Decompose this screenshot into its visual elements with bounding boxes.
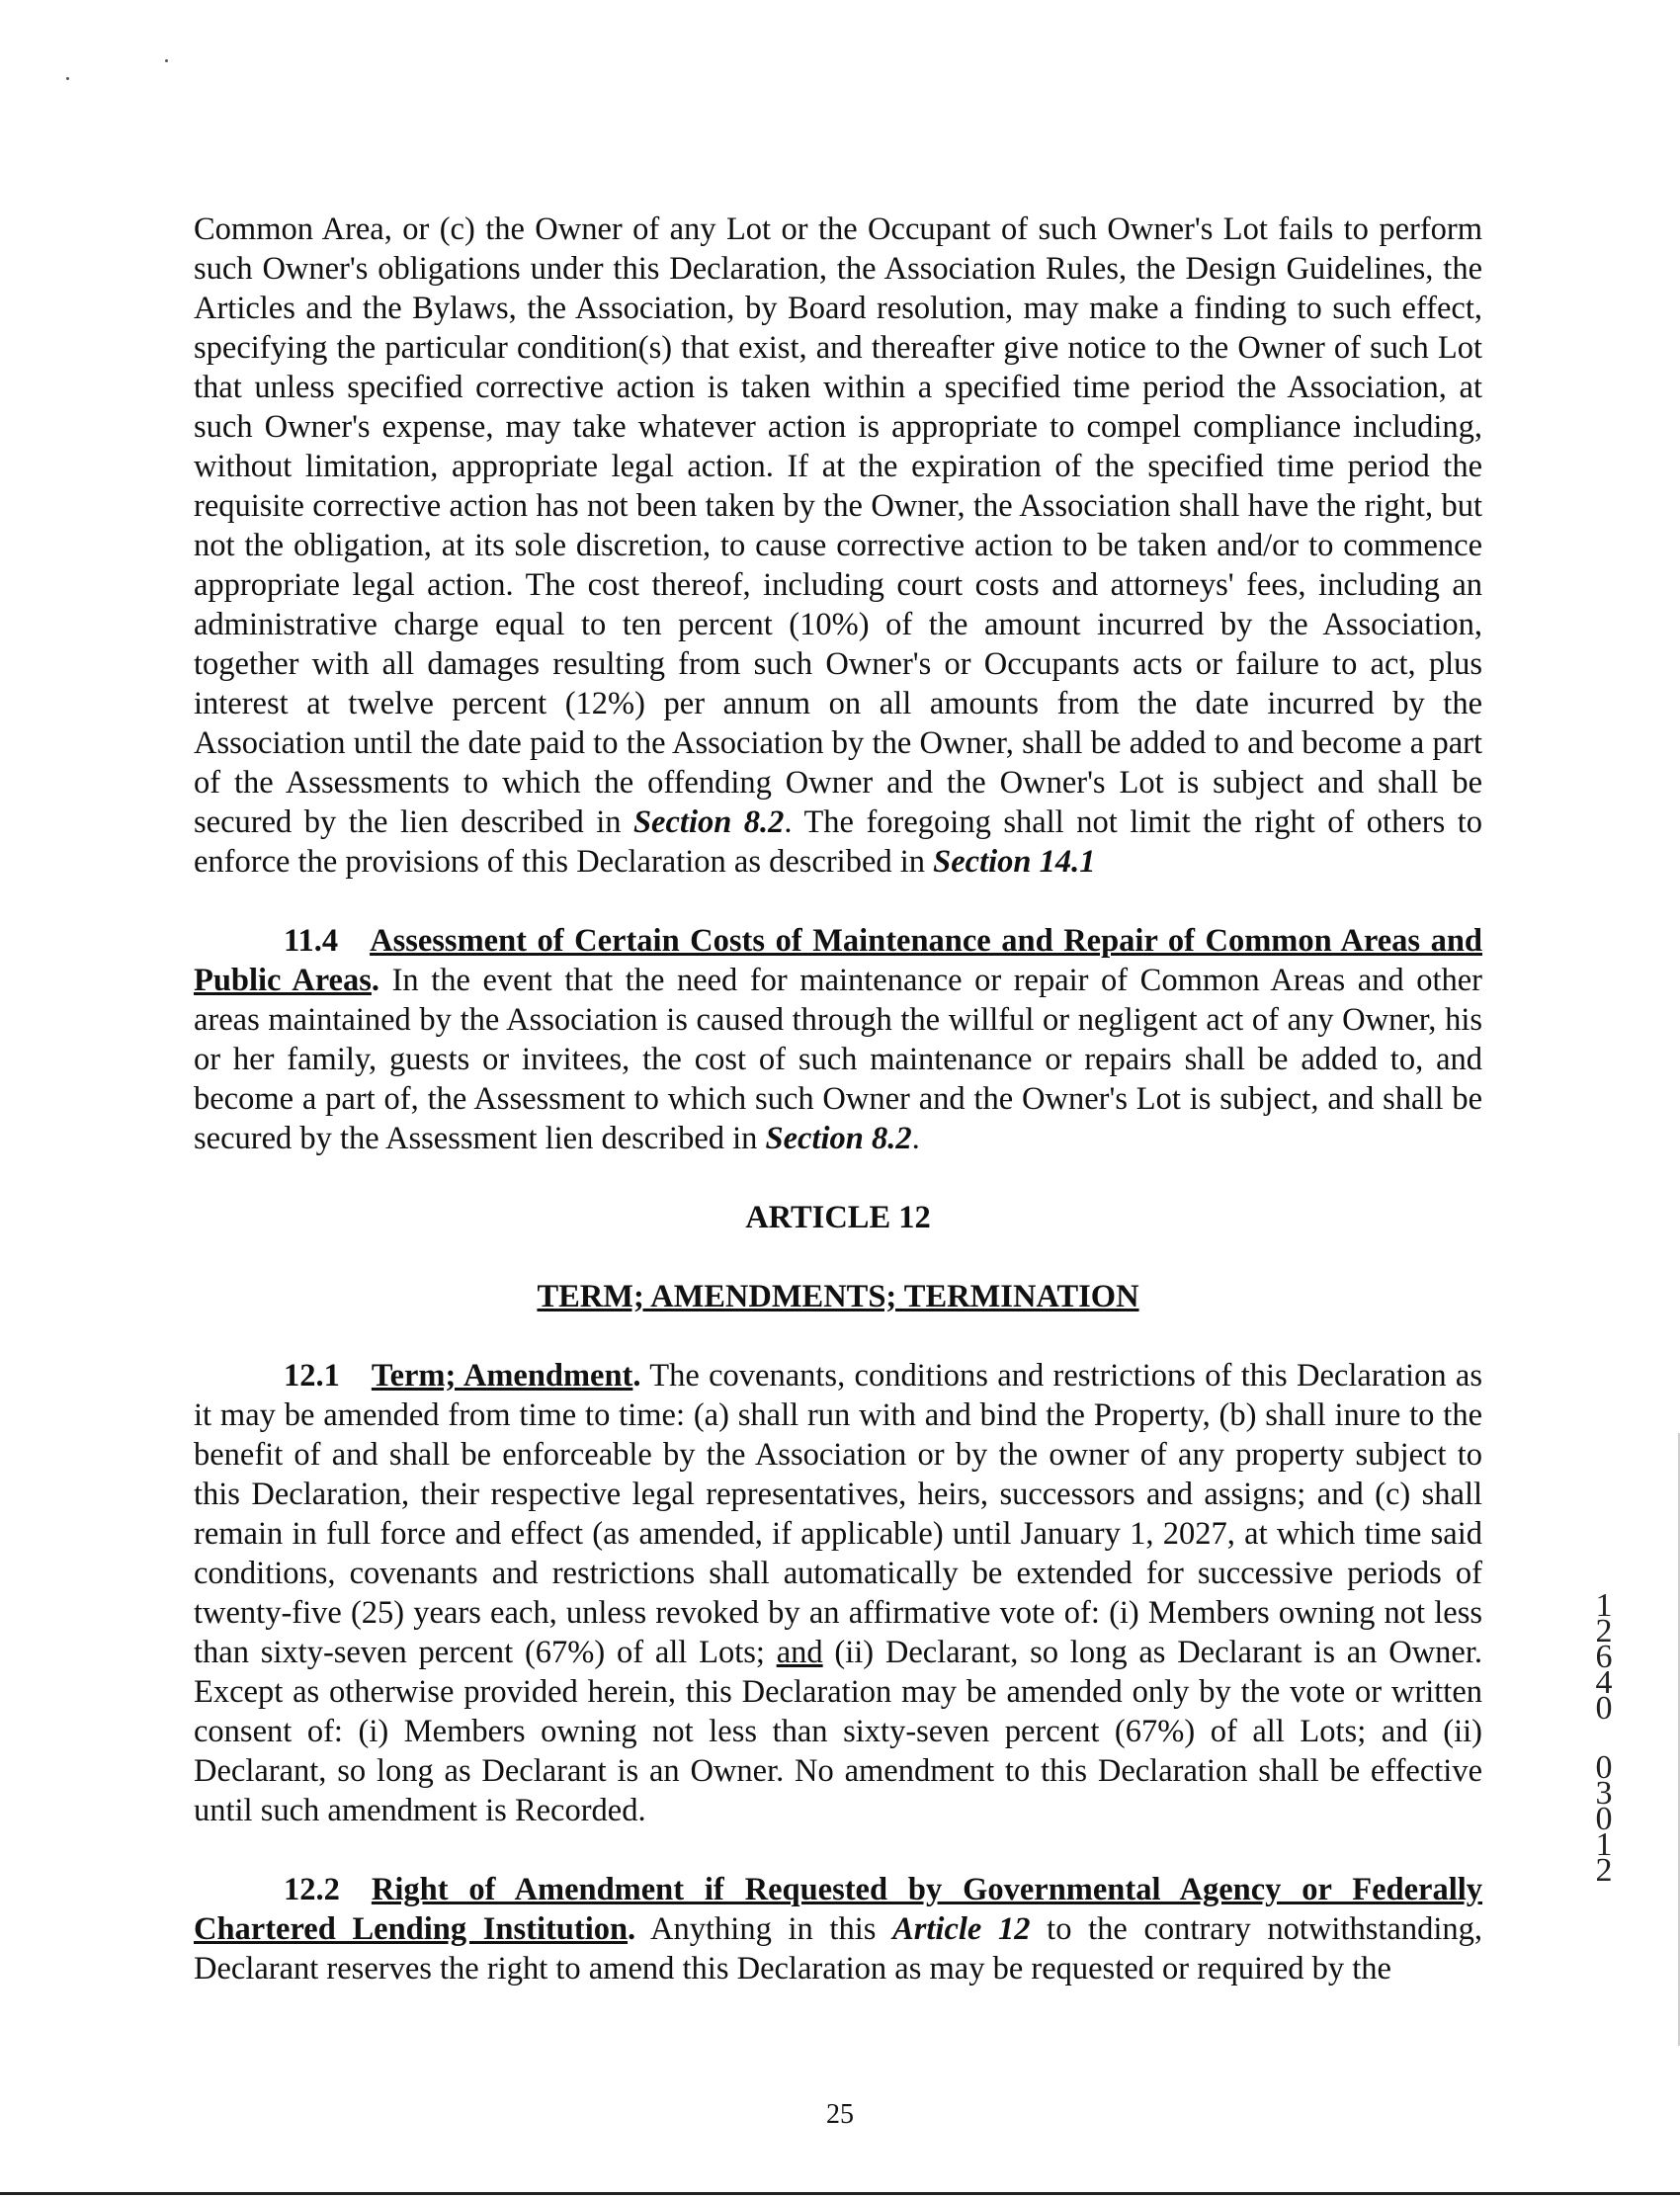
article-title: TERM; AMENDMENTS; TERMINATION: [537, 1279, 1139, 1314]
section-body-2: (ii) Declarant, so long as Declarant is an Owner. Except as otherwise provided herein, this Declaration may be amended only by the vote or written consent of: (i) Members owning not less than sixty-seven percent (67%) of all Lots; and (ii) Declarant, so long as Declarant is an Owner. No amendment to this Declaration shall be effective until such amendment is Recorded.: [194, 1635, 1482, 1828]
article-ref: Article 12: [892, 1911, 1031, 1947]
section-number: 12.1: [284, 1358, 340, 1394]
section-12-2: 12.2 Right of Amendment if Requested by Governmental Agency or Federally Chartered Lending Institution. Anything in this Article 12 to the contrary notwithstanding, Declarant reserves the right to amend this Declaration as may be requested or required by the: [194, 1872, 1482, 1987]
stamp-digit: 4: [1595, 1664, 1613, 1701]
section-body-2: to the contrary notwithstanding, Declarant reserves the right to amend this Declaration as may be requested or required by the: [194, 1911, 1482, 1987]
stamp-digit: 0: [1595, 1801, 1613, 1837]
stamp-digit: 6: [1595, 1639, 1613, 1675]
section-ref: Section 14.1: [933, 844, 1096, 880]
stamp-digit: 0: [1595, 1690, 1613, 1727]
and-underlined: and: [776, 1635, 823, 1670]
section-title: Term; Amendment: [371, 1358, 633, 1394]
section-ref: Section 8.2: [765, 1121, 912, 1156]
scan-speck: [66, 77, 69, 80]
stamp-digit: 2: [1595, 1852, 1613, 1889]
period: .: [911, 1121, 920, 1156]
continuation-text-2: . The foregoing shall not limit the right of others to enforce the provisions of this Declaration as described in: [194, 804, 1482, 880]
document-id-stamp: [1587, 1587, 1621, 1889]
scan-speck: [165, 59, 168, 62]
section-title: Right of Amendment if Requested by Governmental Agency or Federally Chartered Lending Institution: [194, 1872, 1482, 1947]
section-body: The covenants, conditions and restrictions of this Declaration as it may be amended from time to time: (a) shall run with and bind the Property, (b) shall inure to the benefit of and shall be enforceable by the Association or by the owner of any property subject to this Declaration, their respective legal representatives, heirs, successors and assigns; and (c) shall remain in full force and effect (as amended, if applicable) until January 1, 2027, at which time said conditions, covenants and restrictions shall automatically be extended for successive periods of twenty-five (25) years each, unless revoked by an affirmative vote of: (i) Members owning not less than sixty-seven percent (67%) of all Lots;: [194, 1358, 1482, 1670]
section-body: In the event that the need for maintenance or repair of Common Areas and other areas maintained by the Association is caused through the willful or negligent act of any Owner, his or her family, guests or invitees, the cost of such maintenance or repairs shall be added to, and become a part of, the Assessment to which such Owner and the Owner's Lot is subject, and shall be secured by the Assessment lien described in: [194, 963, 1482, 1156]
section-number: 11.4: [284, 923, 339, 959]
stamp-digit: 3: [1595, 1775, 1613, 1812]
stamp-digit: 1: [1595, 1826, 1613, 1863]
stamp-digit: 0: [1595, 1749, 1613, 1786]
section-title: Assessment of Certain Costs of Maintenance and Repair of Common Areas and Public Areas: [194, 923, 1482, 998]
continuation-text: Common Area, or (c) the Owner of any Lot or the Occupant of such Owner's Lot fails to perform such Owner's obligations under this Declaration, the Association Rules, the Design Guidelines, the Articles and the Bylaws, the Association, by Board resolution, may make a finding to such effect, specifying the particular condition(s) that exist, and thereafter give notice to the Owner of such Lot that unless specified corrective action is taken within a specified time period the Association, at such Owner's expense, may take whatever action is appropriate to compel compliance including, without limitation, appropriate legal action. If at the expiration of the specified time period the requisite corrective action has not been taken by the Owner, the Association shall have the right, but not the obligation, at its sole discretion, to cause corrective action to be taken and/or to commence appropriate legal action. The cost thereof, including court costs and attorneys' fees, including an administrative charge equal to ten percent (10%) of the amount incurred by the Association, together with all damages resulting from such Owner's or Occupants acts or failure to act, plus interest at twelve percent (12%) per annum on all amounts from the date incurred by the Association until the date paid to the Association by the Owner, shall be added to and become a part of the Assessments to which the offending Owner and the Owner's Lot is subject and shall be secured by the lien described in: [194, 211, 1482, 840]
scan-bottom-edge: [0, 2192, 1680, 2195]
body-text: [194, 210, 1482, 1988]
stamp-digit: 2: [1595, 1613, 1613, 1649]
section-11-4: 11.4 Assessment of Certain Costs of Maintenance and Repair of Common Areas and Public Areas. In the event that the need for maintenance or repair of Common Areas and other areas maintained by the Association is caused through the willful or negligent act of any Owner, his or her family, guests or invitees, the cost of such maintenance or repairs shall be added to, and become a part of, the Assessment to which such Owner and the Owner's Lot is subject, and shall be secured by the Assessment lien described in Section 8.2.: [194, 923, 1482, 1156]
section-body: Anything in this: [635, 1911, 893, 1947]
section-number: 12.2: [284, 1872, 340, 1907]
page-number: 25: [826, 2099, 854, 2130]
stamp-digit: 1: [1595, 1587, 1613, 1624]
article-heading: ARTICLE 12: [745, 1200, 931, 1235]
section-12-1: 12.1 Term; Amendment. The covenants, conditions and restrictions of this Declaration as it may be amended from time to time: (a) shall run with and bind the Property, (b) shall inure to the benefit of and shall be enforceable by the Association or by the owner of any property subject to this Declaration, their respective legal representatives, heirs, successors and assigns; and (c) shall remain in full force and effect (as amended, if applicable) until January 1, 2027, at which time said conditions, covenants and restrictions shall automatically be extended for successive periods of twenty-five (25) years each, unless revoked by an affirmative vote of: (i) Members owning not less than sixty-seven percent (67%) of all Lots; and (ii) Declarant, so long as Declarant is an Owner. Except as otherwise provided herein, this Declaration may be amended only by the vote or written consent of: (i) Members owning not less than sixty-seven percent (67%) of all Lots; and (ii) Declarant, so long as Declarant is an Owner. No amendment to this Declaration shall be effective until such amendment is Recorded.: [194, 1358, 1482, 1828]
section-ref: Section 8.2: [632, 804, 785, 840]
continuation-paragraph: [194, 210, 1482, 882]
